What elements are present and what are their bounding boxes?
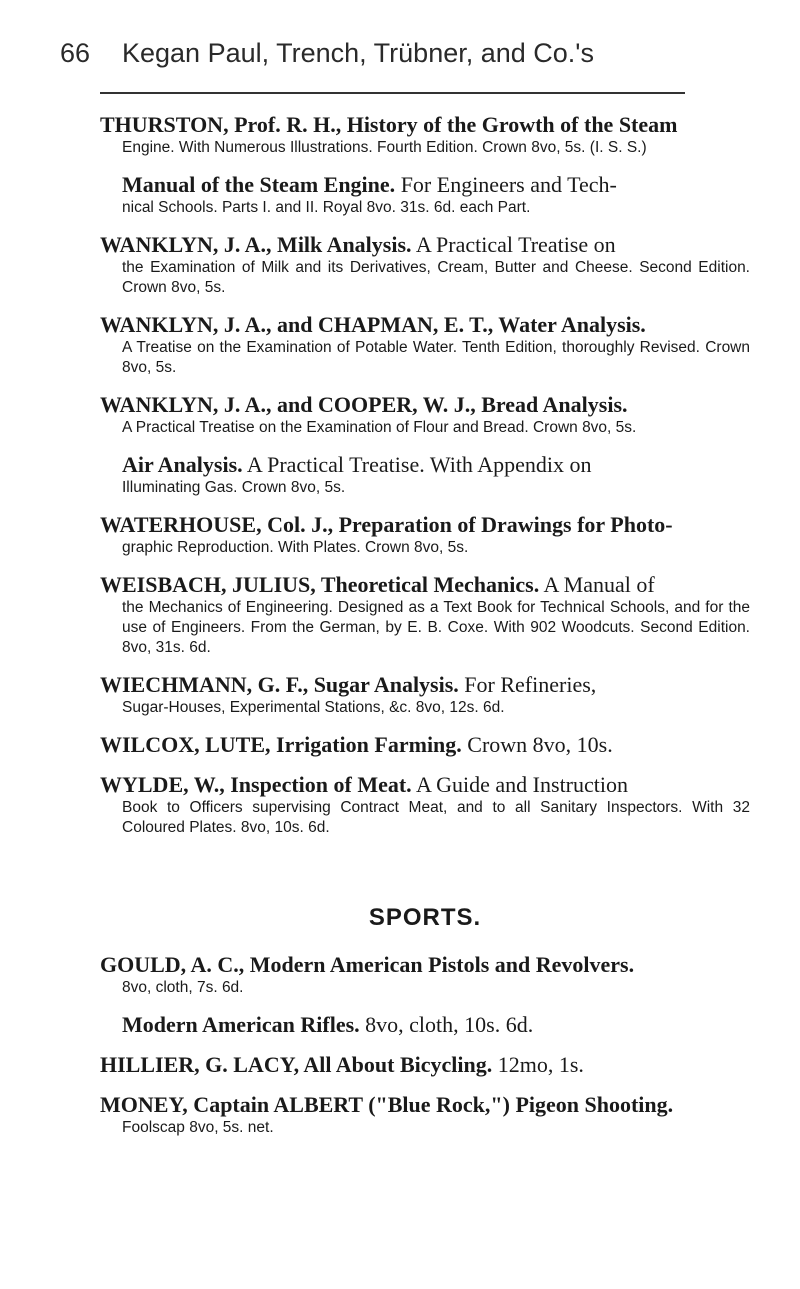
catalogue-entry (100, 1052, 750, 1078)
entry-heading (100, 232, 750, 258)
publisher-name: Kegan Paul, Trench, Trübner, and Co.'s (122, 38, 594, 68)
entry-heading (100, 1052, 750, 1078)
entry-description: Foolscap 8vo, 5s. net. (122, 1119, 274, 1136)
entry-description: the Examination of Milk and its Derivatives, Cream, Butter and Cheese. Second Edition. Crown 8vo, 5s. (122, 259, 750, 296)
entry-description: A Treatise on the Examination of Potable Water. Tenth Edition, thoroughly Revised. Crown 8vo, 5s. (122, 339, 750, 376)
entry-heading-continuation: A Practical Treatise. With Appendix on (242, 452, 592, 477)
entry-description: A Practical Treatise on the Examination of Flour and Bread. Crown 8vo, 5s. (122, 419, 637, 436)
entry-spacer (100, 498, 750, 512)
entry-heading-continuation: 8vo, cloth, 10s. 6d. (359, 1012, 534, 1037)
catalogue-entry (100, 572, 750, 658)
entry-description: Engine. With Numerous Illustrations. Fourth Edition. Crown 8vo, 5s. (I. S. S.) (122, 139, 647, 156)
entry-title: MONEY, Captain ALBERT ("Blue Rock,") Pigeon Shooting. (100, 1092, 674, 1117)
entry-spacer (100, 158, 750, 172)
entry-spacer (100, 998, 750, 1012)
entry-spacer (100, 438, 750, 452)
entry-spacer (100, 718, 750, 732)
catalogue-entry (100, 1092, 750, 1138)
entry-title: WEISBACH, JULIUS, Theoretical Mechanics. (100, 572, 540, 597)
catalogue-entry (100, 1012, 750, 1038)
entry-heading-continuation: A Manual of (539, 572, 655, 597)
entry-heading-continuation: For Engineers and Tech- (395, 172, 617, 197)
page-number: 66 (60, 38, 91, 68)
entry-heading-continuation: A Practical Treatise on (411, 232, 616, 257)
entry-description: graphic Reproduction. With Plates. Crown 8vo, 5s. (122, 539, 469, 556)
entry-spacer (100, 1038, 750, 1052)
header-rule (100, 92, 685, 94)
catalogue-entry (100, 952, 750, 998)
entry-spacer (100, 558, 750, 572)
sports-entries (100, 952, 750, 1152)
entry-title: WYLDE, W., Inspection of Meat. (100, 772, 412, 797)
entry-description: the Mechanics of Engineering. Designed as a Text Book for Technical Schools, and for the use of Engineers. From the German, by E. B. Coxe. With 902 Woodcuts. Second Edition. 8vo, 31s. 6d. (122, 599, 750, 656)
entry-heading-continuation: For Refineries, (458, 672, 597, 697)
entry-title: Modern American Rifles. (122, 1012, 360, 1037)
catalogue-entry (100, 112, 750, 158)
entry-spacer (100, 758, 750, 772)
entry-heading (100, 572, 750, 598)
running-header (60, 38, 750, 69)
entry-heading (122, 452, 750, 478)
catalogue-entry (100, 512, 750, 558)
catalogue-entry (100, 452, 750, 498)
entry-heading (122, 172, 750, 198)
entry-spacer (100, 838, 750, 852)
entry-heading (100, 112, 750, 138)
entry-heading (100, 392, 750, 418)
entry-title: HILLIER, G. LACY, All About Bicycling. (100, 1052, 493, 1077)
entry-heading-continuation: 12mo, 1s. (492, 1052, 584, 1077)
catalogue-entry (100, 772, 750, 838)
catalogue-entry (100, 392, 750, 438)
entry-title: WANKLYN, J. A., Milk Analysis. (100, 232, 412, 257)
entry-heading (100, 1092, 750, 1118)
entry-heading (100, 672, 750, 698)
entry-heading (100, 732, 750, 758)
entry-title: WATERHOUSE, Col. J., Preparation of Drawings for Photo- (100, 512, 673, 537)
catalogue-entry (100, 312, 750, 378)
catalogue-entry (100, 172, 750, 218)
entry-heading (100, 772, 750, 798)
entry-description: Illuminating Gas. Crown 8vo, 5s. (122, 479, 346, 496)
entry-heading (100, 952, 750, 978)
entry-spacer (100, 218, 750, 232)
catalogue-entry (100, 232, 750, 298)
entry-title: GOULD, A. C., Modern American Pistols and Revolvers. (100, 952, 635, 977)
entry-heading-continuation: A Guide and Instruction (411, 772, 628, 797)
entry-description: nical Schools. Parts I. and II. Royal 8vo. 31s. 6d. each Part. (122, 199, 531, 216)
entry-heading-continuation: Crown 8vo, 10s. (461, 732, 613, 757)
entry-description: Book to Officers supervising Contract Meat, and to all Sanitary Inspectors. With 32 Coloured Plates. 8vo, 10s. 6d. (122, 799, 750, 836)
section-title: SPORTS. (368, 904, 482, 931)
entry-spacer (100, 1078, 750, 1092)
entry-heading (100, 312, 750, 338)
entry-spacer (100, 298, 750, 312)
catalogue-entry (100, 732, 750, 758)
entry-title: WANKLYN, J. A., and COOPER, W. J., Bread Analysis. (100, 392, 628, 417)
entry-title: WIECHMANN, G. F., Sugar Analysis. (100, 672, 459, 697)
entry-heading (100, 512, 750, 538)
entry-description: Sugar-Houses, Experimental Stations, &c. 8vo, 12s. 6d. (122, 699, 505, 716)
entry-spacer (100, 378, 750, 392)
entry-spacer (100, 658, 750, 672)
entry-title: Air Analysis. (122, 452, 243, 477)
entry-title: Manual of the Steam Engine. (122, 172, 396, 197)
catalogue-entry (100, 672, 750, 718)
entry-heading (122, 1012, 750, 1038)
entry-description: 8vo, cloth, 7s. 6d. (122, 979, 244, 996)
entry-title: THURSTON, Prof. R. H., History of the Growth of the Steam (100, 112, 678, 137)
engineering-entries (100, 112, 750, 852)
entry-title: WANKLYN, J. A., and CHAPMAN, E. T., Water Analysis. (100, 312, 646, 337)
entry-spacer (100, 1138, 750, 1152)
catalogue-listing (100, 112, 750, 1152)
entry-title: WILCOX, LUTE, Irrigation Farming. (100, 732, 462, 757)
